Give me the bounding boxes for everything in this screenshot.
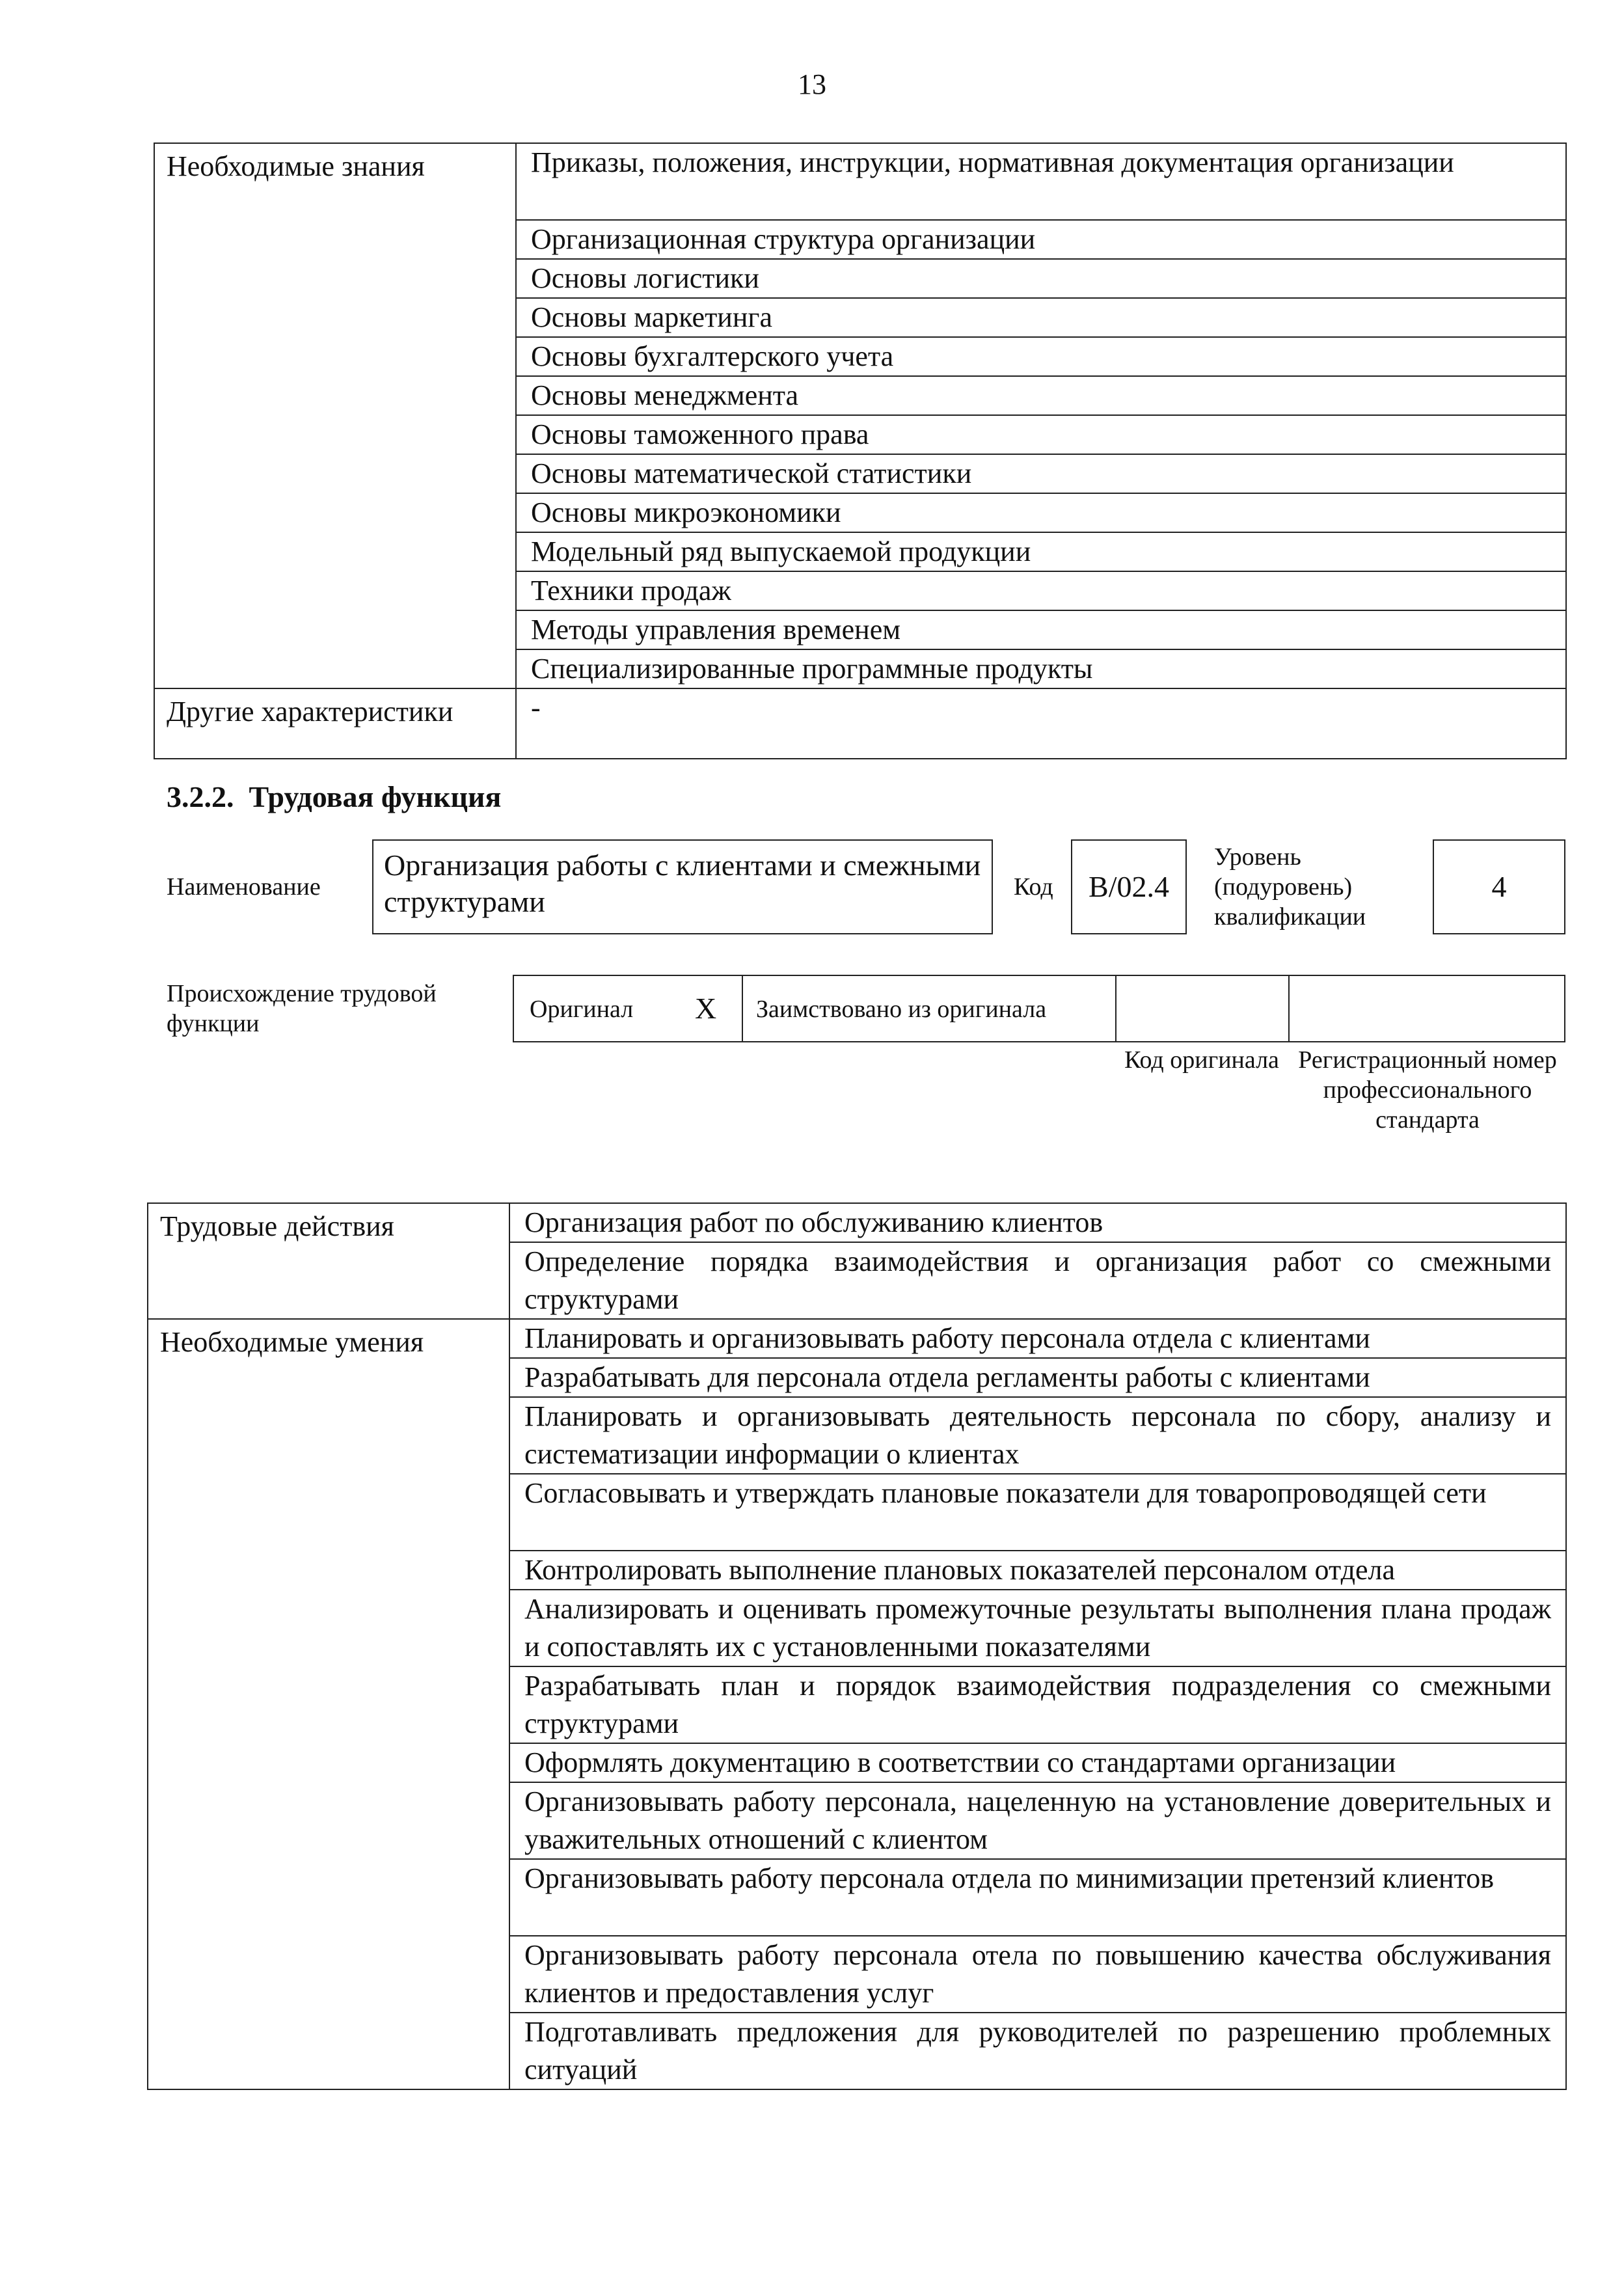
skill-item: Планировать и организовывать деятельность персонала по сбору, анализу и систематизации информации о клиентах	[509, 1397, 1566, 1474]
knowledge-item: Основы таможенного права	[516, 415, 1566, 454]
function-name-box	[372, 839, 993, 934]
skill-item: Разрабатывать для персонала отдела регламенты работы с клиентами	[509, 1358, 1566, 1397]
origin-divider	[1288, 976, 1290, 1041]
function-name: Организация работы с клиентами и смежными структурами	[384, 849, 981, 918]
level-value: 4	[1491, 870, 1507, 903]
skill-item: Организовывать работу персонала отдела по минимизации претензий клиентов	[509, 1859, 1566, 1936]
section-title: Трудовая функция	[249, 780, 502, 813]
skill-item: Организовывать работу персонала отела по повышению качества обслуживания клиентов и предоставления услуг	[509, 1936, 1566, 2013]
skills-label: Необходимые умения	[148, 1319, 509, 2089]
page-number: 13	[798, 68, 826, 100]
knowledge-item: Основы микроэкономики	[516, 493, 1566, 532]
name-label: Наименование	[167, 873, 321, 901]
level-box	[1433, 839, 1565, 934]
origin-label: Происхождение трудовой функции	[167, 980, 437, 1037]
knowledge-table	[154, 143, 1567, 759]
function-code: B/02.4	[1089, 870, 1169, 903]
knowledge-item: Основы бухгалтерского учета	[516, 337, 1566, 376]
knowledge-item: Модельный ряд выпускаемой продукции	[516, 532, 1566, 571]
skill-item: Планировать и организовывать работу персонала отдела с клиентами	[509, 1319, 1566, 1358]
knowledge-item: Основы менеджмента	[516, 376, 1566, 415]
origin-divider	[1115, 976, 1116, 1041]
code-caption: Код оригинала	[1124, 1046, 1279, 1074]
origin-box	[513, 975, 1565, 1042]
knowledge-item: Приказы, положения, инструкции, нормативная документация организации	[516, 143, 1566, 220]
knowledge-item: Методы управления временем	[516, 610, 1566, 649]
original-mark: X	[695, 992, 717, 1025]
code-label: Код	[1014, 873, 1053, 901]
knowledge-item: Основы логистики	[516, 259, 1566, 298]
origin-divider	[742, 976, 743, 1041]
actions-table	[147, 1202, 1567, 2090]
level-label: Уровень (подуровень) квалификации	[1214, 843, 1366, 930]
knowledge-item: Основы маркетинга	[516, 298, 1566, 337]
function-code-box	[1071, 839, 1187, 934]
labor-actions-label: Трудовые действия	[148, 1203, 509, 1319]
labor-action-item: Организация работ по обслуживанию клиентов	[509, 1203, 1566, 1242]
knowledge-item: Техники продаж	[516, 571, 1566, 610]
skill-item: Организовывать работу персонала, нацеленную на установление доверительных и уважительных отношений с клиентом	[509, 1782, 1566, 1859]
skill-item: Контролировать выполнение плановых показателей персоналом отдела	[509, 1551, 1566, 1590]
section-heading	[167, 780, 501, 814]
knowledge-item: Специализированные программные продукты	[516, 649, 1566, 688]
knowledge-label: Необходимые знания	[154, 143, 516, 688]
original-label: Оригинал	[530, 996, 634, 1023]
skill-item: Разрабатывать план и порядок взаимодействия подразделения со смежными структурами	[509, 1666, 1566, 1743]
skill-item: Оформлять документацию в соответствии со стандартами организации	[509, 1743, 1566, 1782]
registration-caption: Регистрационный номер профессионального стандарта	[1298, 1046, 1557, 1134]
knowledge-item: Организационная структура организации	[516, 220, 1566, 259]
other-characteristics-value: -	[516, 688, 1566, 759]
section-number: 3.2.2.	[167, 780, 234, 813]
skill-item: Анализировать и оценивать промежуточные результаты выполнения плана продаж и сопоставлять их с установленными показателями	[509, 1590, 1566, 1666]
skill-item: Согласовывать и утверждать плановые показатели для товаропроводящей сети	[509, 1474, 1566, 1551]
other-characteristics-label: Другие характеристики	[154, 688, 516, 759]
labor-action-item: Определение порядка взаимодействия и организация работ со смежными структурами	[509, 1242, 1566, 1319]
borrowed-label: Заимствовано из оригинала	[756, 996, 1047, 1023]
knowledge-item: Основы математической статистики	[516, 454, 1566, 493]
skill-item: Подготавливать предложения для руководителей по разрешению проблемных ситуаций	[509, 2013, 1566, 2089]
